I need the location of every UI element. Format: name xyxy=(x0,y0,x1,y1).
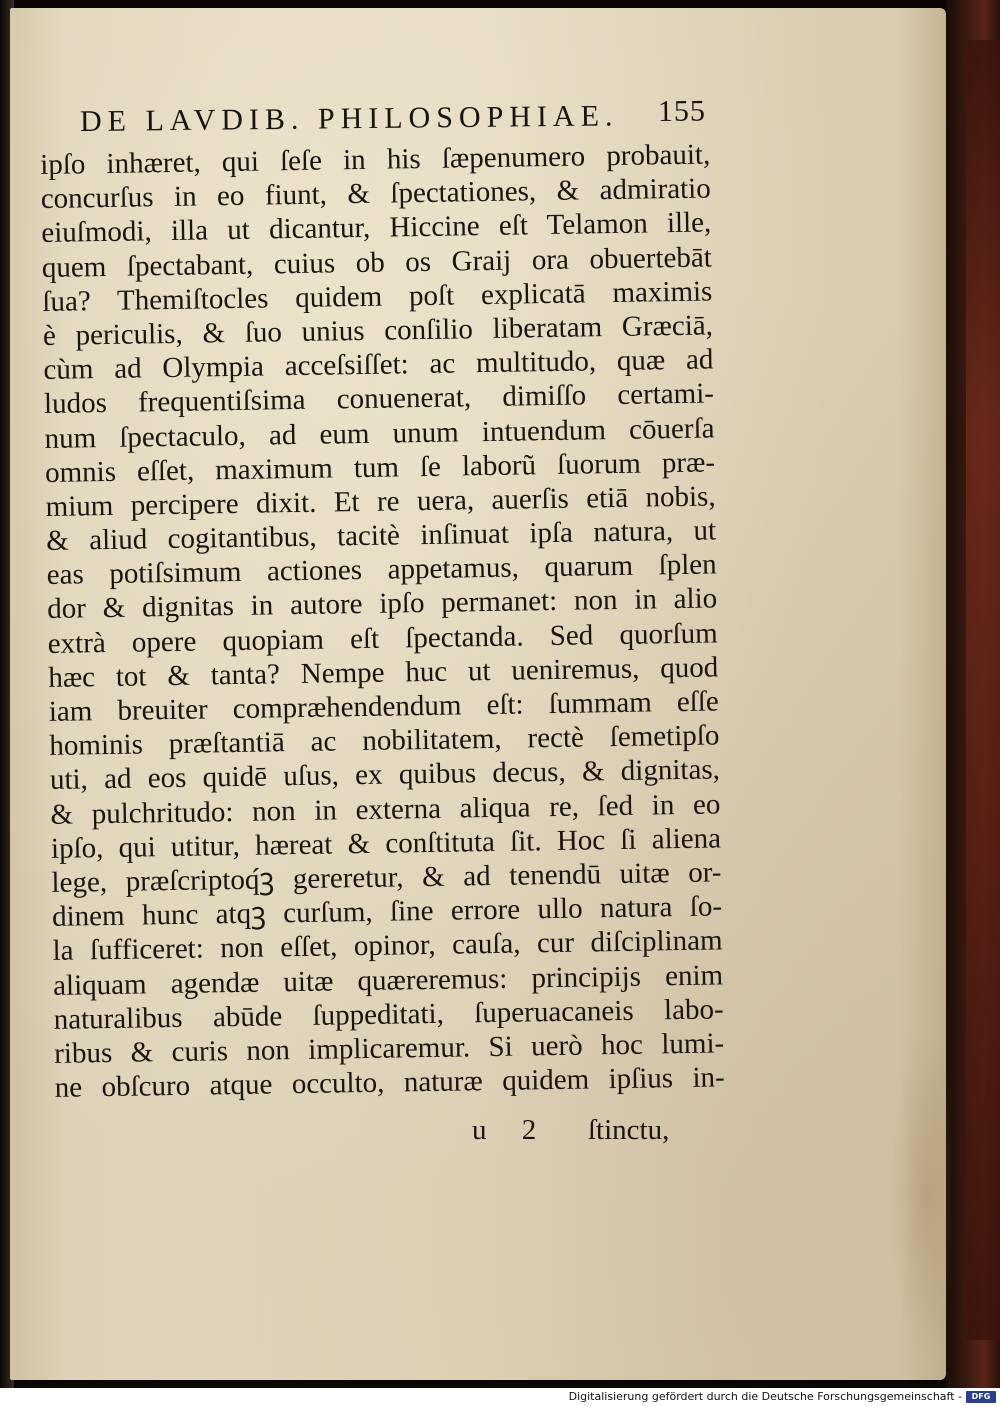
text-line: cùm ad Olympia acceſsiſſet: ac multitudo, quæ ad xyxy=(43,343,714,387)
text-line: ludos frequentiſsima conuenerat, dimiſſo certami- xyxy=(43,377,715,421)
text-line: ipſo, qui utitur, hæreat & conſtituta ſit. Hoc ſi aliena xyxy=(50,822,722,865)
page-number: 155 xyxy=(657,94,707,128)
text-line: iam breuiter compræhendendum eſt: ſummam eſſe xyxy=(48,685,720,728)
text-line: ipſo inhæret, qui ſeſe in his ſæpenumero probauit, xyxy=(40,138,711,181)
text-line: quem ſpectabant, cuius ob os Graij ora obuertebāt xyxy=(41,241,713,284)
text-line: hæc tot & tanta? Nempe huc ut ueniremus, quod xyxy=(48,651,719,694)
body-text xyxy=(40,137,725,1105)
text-line: aliquam agendæ uitæ quæreremus: principijs enim xyxy=(52,958,724,1002)
text-line: ribus & curis non implicaremur. Si uerò hoc lumi- xyxy=(53,1027,725,1070)
text-line: è periculis, & ſuo unius conſilio liberatam Græciā, xyxy=(42,309,714,352)
text-line: naturalibus abūde ſuppeditati, ſuperuacaneis labo- xyxy=(53,993,724,1036)
text-line: concurſus in eo fiunt, & ſpectationes, & admiratio xyxy=(40,172,711,216)
text-line: la ſufficeret: non eſſet, opinor, cauſa, cur diſciplinam xyxy=(52,924,723,968)
funding-note: Digitalisierung gefördert durch die Deutsche Forschungsgemeinschaft - xyxy=(568,1390,962,1403)
text-line: eas potiſsimum actiones appetamus, quarum ſplen xyxy=(46,548,717,592)
text-line: lege, præſcriptoq́ꝫ gereretur, & ad tenendū uitæ or- xyxy=(51,856,722,899)
text-line: omnis eſſet, maximum tum ſe laborũ ſuorum præ- xyxy=(44,446,716,489)
text-line: & aliud cogitantibus, tacitè inſinuat ipſa natura, ut xyxy=(45,514,717,558)
text-line: dor & dignitas in autore ipſo permanet: non in alio xyxy=(46,582,718,626)
text-line: dinem hunc atqꝫ curſum, ſine errore ullo natura ſo- xyxy=(51,890,723,934)
page-stain xyxy=(890,1028,950,1358)
dfg-logo[interactable]: DFG xyxy=(966,1391,996,1403)
text-line: eiuſmodi, illa ut dicantur, Hiccine eſt Telamon ille, xyxy=(41,206,712,250)
binding-cover-right xyxy=(966,40,1000,1340)
signature-mark: u 2 xyxy=(472,1114,551,1146)
text-line: extrà opere quopiam eſt ſpectanda. Sed quorſum xyxy=(47,617,718,660)
text-line: num ſpectaculo, ad eum unum intuendum cōuerſa xyxy=(44,411,715,455)
text-line: mium percipere dixit. Et re uera, auerſis etiā nobis, xyxy=(45,480,716,523)
text-line: ne obſcuro atque occulto, naturæ quidem ipſius in- xyxy=(54,1061,725,1104)
running-title: DE LAVDIB. PHILOSOPHIAE. xyxy=(79,99,619,138)
text-line: ſua? Themiſtocles quidem poſt explicatā maximis xyxy=(42,275,713,318)
text-line: & pulchritudo: non in externa aliqua re, ſed in eo xyxy=(50,787,721,831)
text-line: hominis præſtantiā ac nobilitatem, rectè ſemetipſo xyxy=(49,719,720,763)
footer-bar xyxy=(0,1388,1000,1406)
text-line: uti, ad eos quidē uſus, ex quibus decus, & dignitas, xyxy=(49,753,721,797)
page-header xyxy=(80,93,720,144)
catchword: ſtinctu, xyxy=(588,1114,670,1146)
